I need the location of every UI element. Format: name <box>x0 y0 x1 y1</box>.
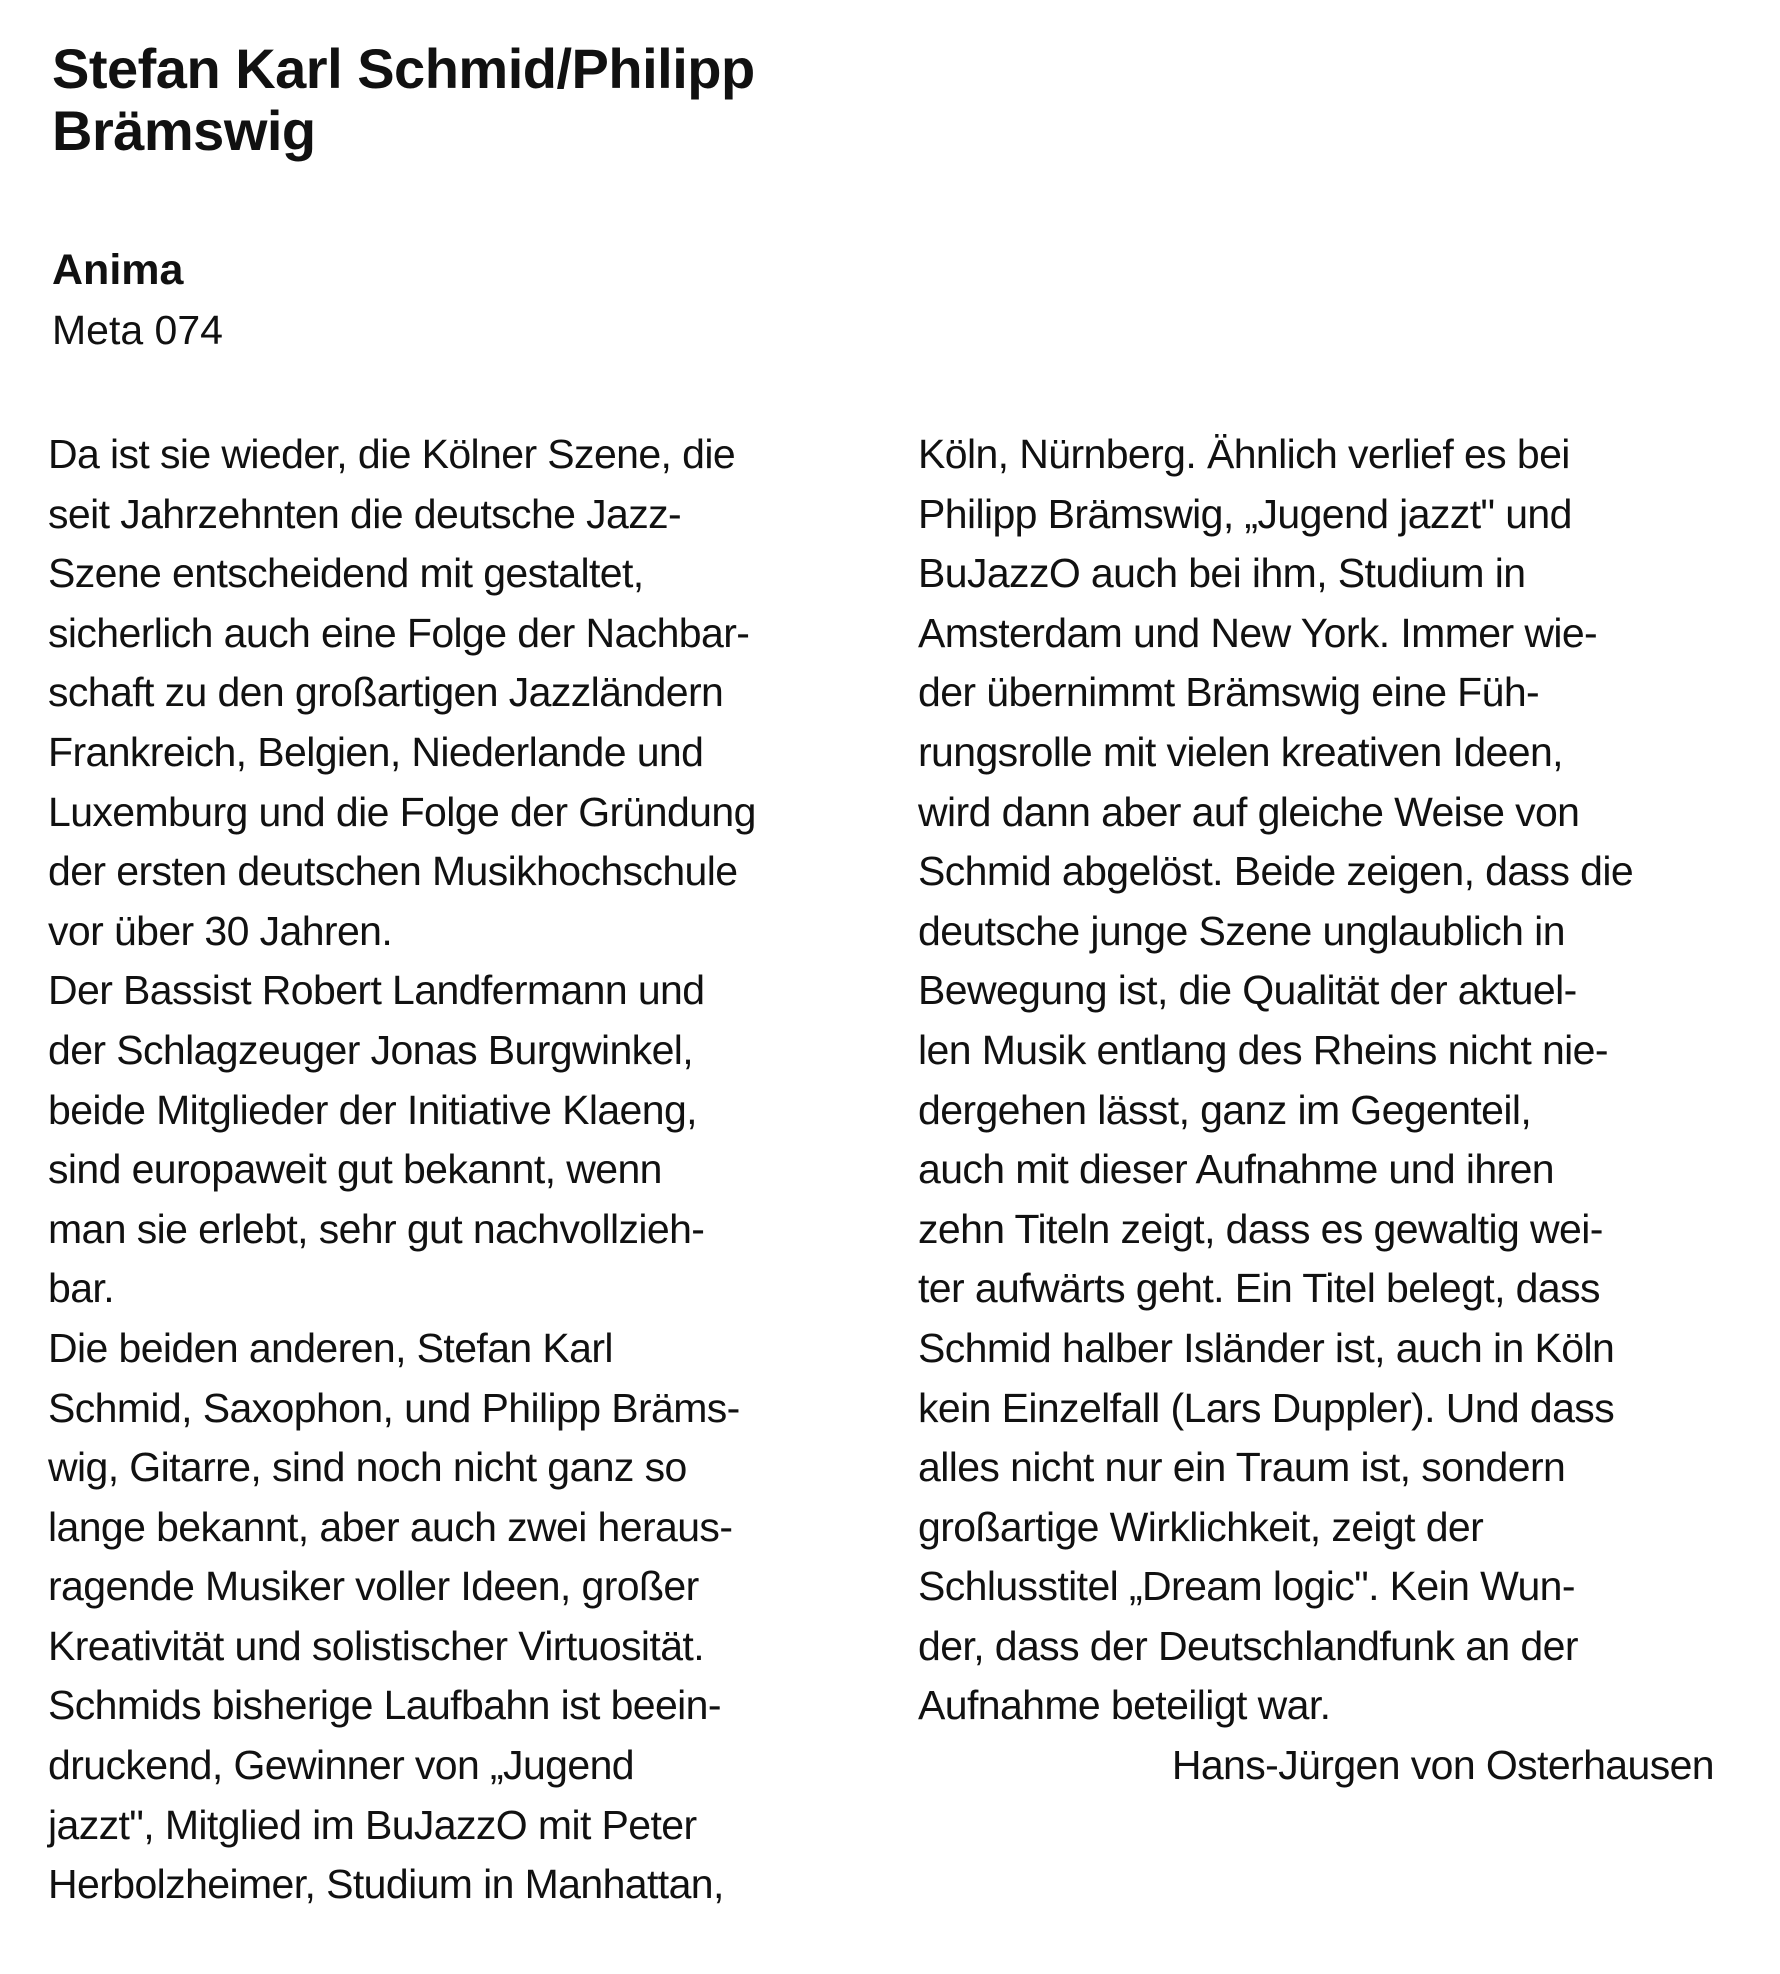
text-line: der ersten deutschen Musikhochschule <box>48 848 738 895</box>
text-line: jazzt", Mitglied im BuJazzO mit Peter <box>48 1801 697 1848</box>
text-line: dergehen lässt, ganz im Gegenteil, <box>918 1086 1532 1133</box>
text-line: der Schlagzeuger Jonas Burgwinkel, <box>48 1026 694 1073</box>
text-line: deutsche junge Szene unglaublich in <box>918 907 1565 954</box>
text-line: len Musik entlang des Rheins nicht nie- <box>918 1026 1608 1073</box>
text-line: lange bekannt, aber auch zwei heraus- <box>48 1503 733 1550</box>
text-line: Herbolzheimer, Studium in Manhattan, <box>48 1861 724 1908</box>
text-line: Der Bassist Robert Landfermann und <box>48 967 705 1014</box>
text-line: Amsterdam und New York. Immer wie- <box>918 609 1598 656</box>
text-line: man sie erlebt, sehr gut nachvollzieh- <box>48 1205 705 1252</box>
text-line: großartige Wirklichkeit, zeigt der <box>918 1503 1484 1550</box>
text-line: seit Jahrzehnten die deutsche Jazz- <box>48 490 682 537</box>
text-line: wig, Gitarre, sind noch nicht ganz so <box>48 1444 687 1491</box>
album-title: Anima <box>52 246 184 294</box>
text-line: beide Mitglieder der Initiative Klaeng, <box>48 1086 697 1133</box>
headline-line: Brämswig <box>52 99 316 162</box>
text-line: der übernimmt Brämswig eine Füh- <box>918 669 1540 716</box>
text-line: Schlusstitel „Dream logic". Kein Wun- <box>918 1563 1575 1610</box>
text-line: alles nicht nur ein Traum ist, sondern <box>918 1444 1566 1491</box>
text-line: Luxemburg und die Folge der Gründung <box>48 788 756 835</box>
text-line: Aufnahme beteiligt war. <box>918 1682 1331 1729</box>
text-line: Schmids bisherige Laufbahn ist beein- <box>48 1682 721 1729</box>
catalog-number: Meta 074 <box>52 307 223 353</box>
text-line: ragende Musiker voller Ideen, großer <box>48 1563 699 1610</box>
text-line: bar. <box>48 1265 114 1312</box>
article-left-column <box>48 425 888 1915</box>
headline-line: Stefan Karl Schmid/Philipp <box>52 37 755 100</box>
text-line: Schmid, Saxophon, und Philipp Bräms- <box>48 1384 740 1431</box>
text-line: Schmid abgelöst. Beide zeigen, dass die <box>918 848 1634 895</box>
text-line: sind europaweit gut bekannt, wenn <box>48 1146 662 1193</box>
article-right-column <box>918 425 1748 1796</box>
text-line: Philipp Brämswig, „Jugend jazzt" und <box>918 490 1572 537</box>
text-line: druckend, Gewinner von „Jugend <box>48 1742 634 1789</box>
text-line: Da ist sie wieder, die Kölner Szene, die <box>48 431 736 477</box>
text-line: sicherlich auch eine Folge der Nachbar- <box>48 609 750 656</box>
text-line: rungsrolle mit vielen kreativen Ideen, <box>918 728 1563 775</box>
text-line: wird dann aber auf gleiche Weise von <box>918 788 1580 835</box>
text-line: der, dass der Deutschlandfunk an der <box>918 1622 1578 1669</box>
text-line: Bewegung ist, die Qualität der aktuel- <box>918 967 1577 1014</box>
text-line: schaft zu den großartigen Jazzländern <box>48 669 724 716</box>
headline <box>52 38 1052 162</box>
text-line: Die beiden anderen, Stefan Karl <box>48 1324 613 1371</box>
text-line: Schmid halber Isländer ist, auch in Köln <box>918 1324 1615 1371</box>
text-line: Szene entscheidend mit gestaltet, <box>48 550 644 597</box>
author-byline: Hans-Jürgen von Osterhausen <box>1171 1742 1714 1789</box>
text-line: zehn Titeln zeigt, dass es gewaltig wei- <box>918 1205 1603 1252</box>
text-line: vor über 30 Jahren. <box>48 907 393 954</box>
text-line: ter aufwärts geht. Ein Titel belegt, dass <box>918 1265 1600 1312</box>
text-line: auch mit dieser Aufnahme und ihren <box>918 1146 1555 1193</box>
text-line: BuJazzO auch bei ihm, Studium in <box>918 550 1526 597</box>
review-header <box>52 38 1052 162</box>
text-line: Köln, Nürnberg. Ähnlich verlief es bei <box>918 431 1570 477</box>
text-line: kein Einzelfall (Lars Duppler). Und dass <box>918 1384 1615 1431</box>
text-line: Kreativität und solistischer Virtuosität. <box>48 1622 705 1669</box>
text-line: Frankreich, Belgien, Niederlande und <box>48 728 704 775</box>
